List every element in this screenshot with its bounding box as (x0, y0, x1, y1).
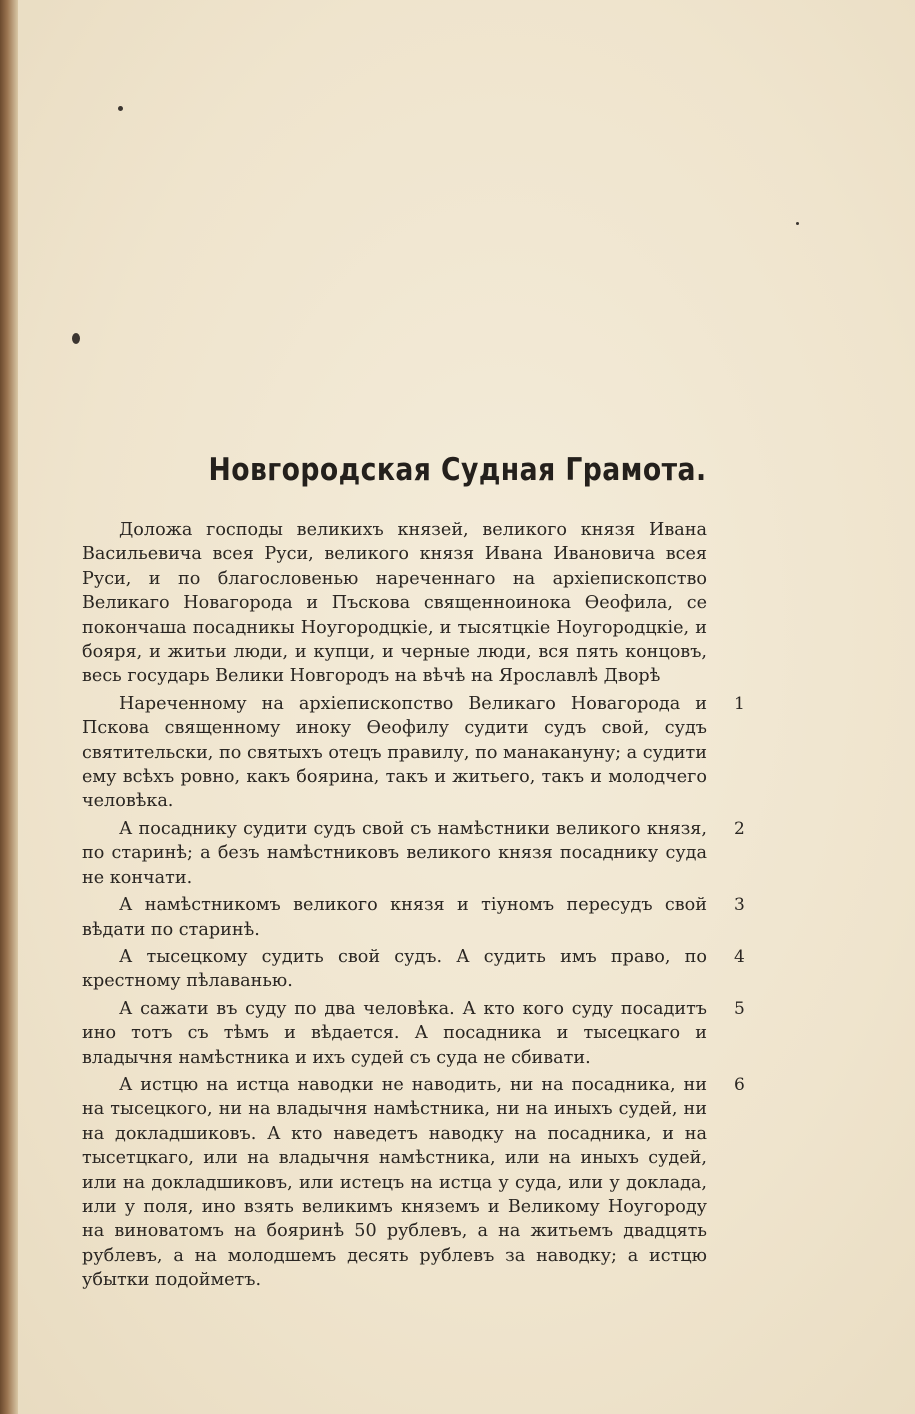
paragraph-text: А сажати въ суду по два человѣка. А кто кого суду посадитъ ино тотъ съ тѣмъ и вѣдается. А посадника и тысецкаго и владычня намѣстника и ихъ судей съ суда не сбивати. (82, 998, 707, 1068)
document-body (82, 518, 745, 1296)
ink-speck (796, 222, 799, 225)
article-paragraph (82, 1073, 745, 1293)
ink-speck (118, 106, 123, 111)
article-paragraph (82, 893, 745, 942)
page-spine-edge (0, 0, 18, 1414)
article-number: 6 (734, 1074, 745, 1095)
article-number: 1 (734, 693, 745, 714)
paragraph-text: А истцю на истца наводки не наводить, ни на посадника, ни на тысецкого, ни на владычня намѣстника, ни на иныхъ судей, ни на докладшиковъ. А кто наведетъ наводку на посадника, и на тысетцкаго, или на владычня намѣстника, или на иныхъ судей, или на докладшиковъ, или истецъ на истца у суда, или у доклада, или у поля, ино взять великимъ княземъ и Великому Ноугороду на виноватомъ на бояринѣ 50 рублевъ, а на житьемъ двадцять рублевъ, а на молодшемъ десять рублевъ за наводку; а истцю убытки подойметъ. (82, 1074, 707, 1291)
paragraph-text: Доложа господы великихъ князей, великого князя Ивана Васильевича всея Руси, великого князя Ивана Ивановича всея Руси, и по благословенью нареченнаго на архіепископство Великаго Новагорода и Пъскова священноинока Өеофила, се покончаша посадникы Ноугородцкіе, и тысятцкіе Ноугородцкіе, и бояря, и житьи люди, и купци, и черные люди, вся пять концовъ, весь государь Велики Новгородъ на вѣчѣ на Ярославлѣ Дворѣ (82, 520, 707, 687)
paragraph-text: А намѣстникомъ великого князя и тіуномъ пересудъ свой вѣдати по старинѣ. (82, 895, 707, 940)
document-title: Новгородская Судная Грамота. (208, 452, 707, 488)
paragraph-text: А посаднику судити судъ свой съ намѣстники великого князя, по старинѣ; а безъ намѣстниковъ великого князя посаднику суда не кончати. (82, 818, 707, 888)
article-paragraph (82, 997, 745, 1070)
paragraph-text: Нареченному на архіепископство Великаго Новагорода и Пскова священному иноку Өеофилу судити судъ свой, судъ святительски, по святыхъ отецъ правилу, по манакануну; а судити ему всѣхъ ровно, какъ боярина, такъ и житьего, такъ и молодчего человѣка. (82, 693, 707, 812)
article-number: 2 (734, 818, 745, 839)
article-number: 4 (734, 946, 745, 967)
article-number: 3 (734, 895, 745, 916)
article-paragraph (82, 945, 745, 994)
article-number: 5 (734, 998, 745, 1019)
paragraph-text: А тысецкому судить свой судъ. А судить имъ право, по крестному пѣлаванью. (82, 946, 707, 992)
ink-speck (72, 333, 80, 344)
article-paragraph (82, 817, 745, 890)
article-paragraph (82, 518, 707, 689)
article-paragraph (82, 692, 745, 814)
